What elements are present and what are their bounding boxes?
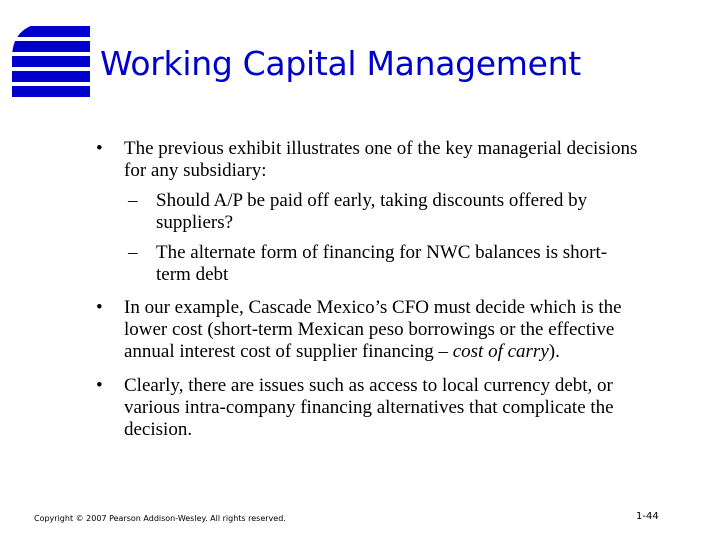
bullet-text: The previous exhibit illustrates one of the key managerial decisions for any subsidiary: [124, 138, 638, 181]
sub-bullet-text: Should A/P be paid off early, taking discounts offered by suppliers? [156, 190, 588, 233]
bullet-text-italic: cost of carry [452, 341, 549, 362]
bullet-marker: • [96, 375, 103, 396]
bullet-marker: • [96, 297, 103, 318]
bullet-text-part: ). [548, 341, 560, 362]
slide-title: Working Capital Management [100, 44, 581, 83]
sub-bullet-marker: – [128, 190, 138, 211]
bullet-text: Clearly, there are issues such as access to local currency debt, or various intra-company financing alternatives that complicate the decision. [124, 375, 614, 440]
bullet-text [124, 297, 659, 363]
bullet-text-part: In our example, Cascade Mexico’s CFO must decide which is the lower cost (short-term Mexican peso borrowings or the effective annual interest cost of supplier financing – [124, 297, 622, 362]
sub-bullet-marker: – [128, 242, 138, 263]
sub-bullet-text: The alternate form of financing for NWC balances is short-term debt [156, 242, 608, 285]
logo-stripes-icon [10, 20, 90, 100]
page-number: 1-44 [636, 511, 659, 522]
footer-copyright: Copyright © 2007 Pearson Addison-Wesley. All rights reserved. [34, 514, 286, 523]
bullet-marker: • [96, 138, 103, 159]
